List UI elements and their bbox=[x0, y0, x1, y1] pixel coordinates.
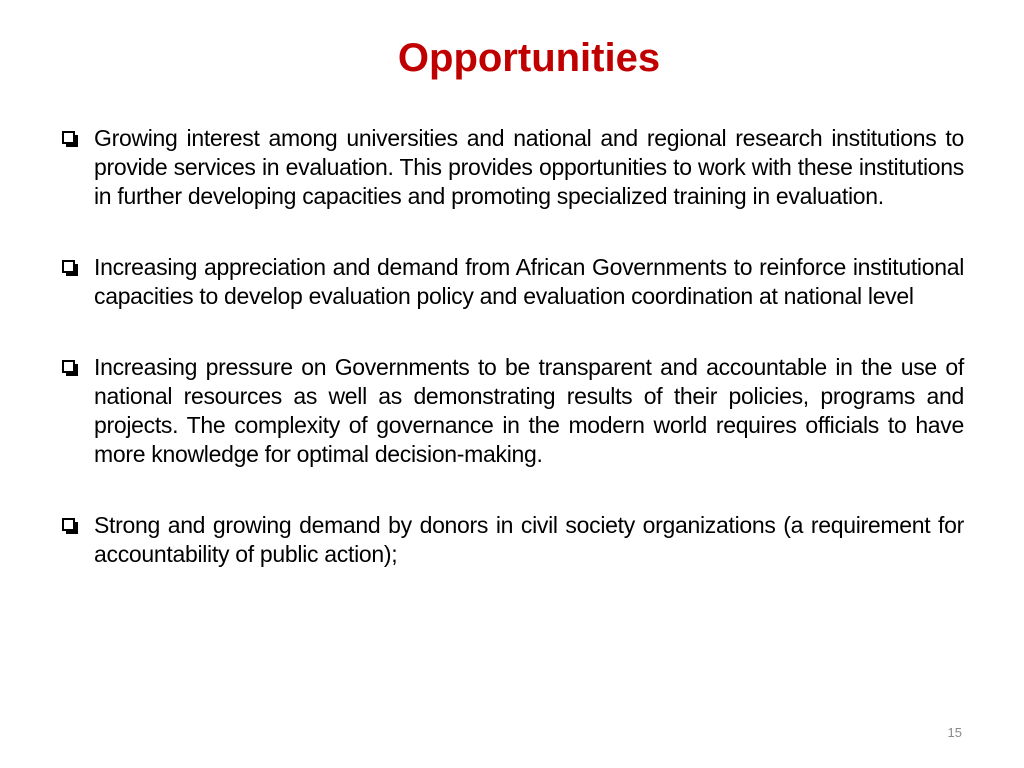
bullet-text: Increasing pressure on Governments to be transparent and accountable in the use of national resources as well as demonstrating results of their policies, programs and projects. The complexity of governance in the modern world requires officials to have more knowledge for optimal decision-making. bbox=[94, 354, 964, 467]
bullet-text: Strong and growing demand by donors in civil society organizations (a requirement for accountability of public action); bbox=[94, 512, 964, 567]
checkbox-square-icon bbox=[62, 360, 75, 373]
list-item bbox=[62, 353, 964, 469]
bullet-text: Growing interest among universities and national and regional research institutions to provide services in evaluation. This provides opportunities to work with these institutions in further developing capacities and promoting specialized training in evaluation. bbox=[94, 125, 964, 209]
list-item bbox=[62, 511, 964, 569]
page-number: 15 bbox=[947, 725, 962, 740]
list-item bbox=[62, 124, 964, 211]
checkbox-square-icon bbox=[62, 518, 75, 531]
bullet-text: Increasing appreciation and demand from African Governments to reinforce institutional capacities to develop evaluation policy and evaluation coordination at national level bbox=[94, 254, 964, 309]
checkbox-square-icon bbox=[62, 260, 75, 273]
list-item bbox=[62, 253, 964, 311]
bullet-list bbox=[62, 124, 964, 569]
checkbox-square-icon bbox=[62, 131, 75, 144]
slide-title: Opportunities bbox=[397, 36, 661, 80]
